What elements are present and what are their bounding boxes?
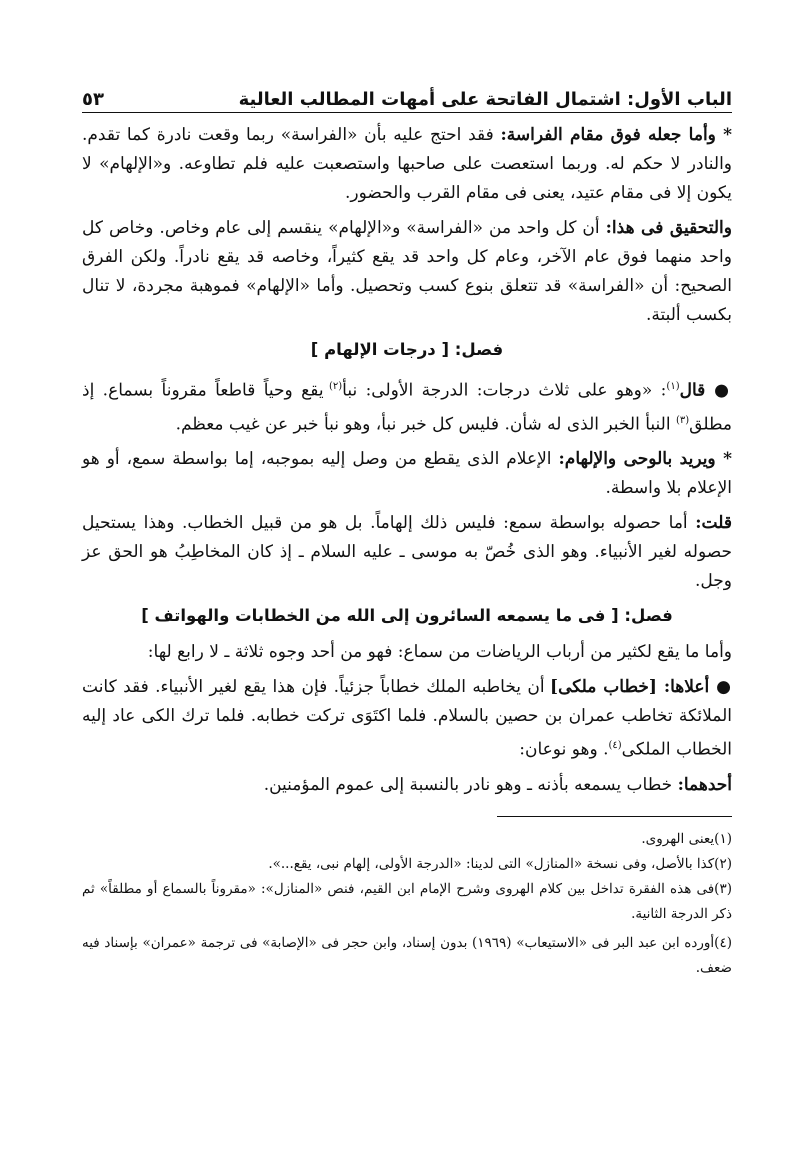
paragraph-3-text-a: : «وهو على ثلاث درجات: الدرجة الأولى: نبأ: [342, 380, 667, 401]
paragraph-1-lead: * وأما جعله فوق مقام الفراسة:: [500, 125, 733, 145]
paragraph-7-text-a: أن يخاطبه الملك خطاباً جزئياً. فإن هذا يقع لغير الأنبياء. فقد كانت الملائكة تخاطب عمران بن حصين بالسلام. فلما اكتَوَى تركت خطابه. فلما ترك الكى عاد إليه الخطاب الملكى: [82, 677, 732, 760]
paragraph-3: [82, 372, 732, 439]
book-page: [82, 70, 732, 981]
footnote-ref-4: (٤): [608, 740, 622, 752]
paragraph-7: [82, 673, 732, 765]
paragraph-1-text: فقد احتج عليه بأن «الفراسة» ربما وقعت نادرة كما تقدم. والنادر لا حكم له. وربما استعصت على صاحبها واستصعبت عليه فلم تطاوعه. و«الإلهام» لا يكون إلا فى مقام عتيد، يعنى فى مقام القرب والحضور.: [82, 125, 732, 203]
paragraph-5-text: أما حصوله بواسطة سمع: فليس ذلك إلهاماً. بل هو من قبيل الخطاب. وهذا يستحيل حصوله لغير الأنبياء. وهو الذى خُصّ به موسى ـ عليه السلام ـ إذ كان المخاطِبُ هو الحق عز وجل.: [82, 513, 732, 592]
page-number: ٥٣: [82, 89, 104, 110]
running-header: [82, 70, 732, 110]
chapter-title: الباب الأول: اشتمال الفاتحة على أمهات المطالب العالية: [238, 89, 732, 110]
footnote-3: (٣)فى هذه الفقرة تداخل بين كلام الهروى وشرح الإمام ابن القيم، فنص «المنازل»: «مقروناً بالسماع أو مطلقاً» ثم ذكر الدرجة الثانية.: [82, 880, 732, 922]
section-heading-1: فصل: [ درجات الإلهام ]: [310, 340, 504, 359]
paragraph-4-text: الإعلام الذى يقطع من وصل إليه بموجبه، إما بواسطة سمع، أو هو الإعلام بلا واسطة.: [82, 449, 732, 499]
paragraph-3-text-b: يقع وحياً قاطعاً مقروناً بسماع. إذ مطلق: [82, 380, 732, 435]
footnote-ref-2: (٢): [328, 381, 343, 392]
paragraph-6: [82, 638, 732, 667]
footnote-2: (٢)كذا بالأصل، وفى نسخة «المنازل» التى لدينا: «الدرجة الأولى، إلهام نبى، يقع...».: [268, 855, 732, 872]
footnote-1: (١)يعنى الهروى.: [641, 830, 732, 847]
paragraph-7-text-b: . وهو نوعان:: [519, 739, 609, 760]
paragraph-2: [82, 214, 732, 330]
paragraph-3-lead: ● قال: [679, 380, 732, 401]
paragraph-8-lead: أحدهما:: [677, 774, 732, 795]
paragraph-6-text: وأما ما يقع لكثير من أرباب الرياضات من سماع: فهو من أحد وجوه ثلاثة ـ لا رابع لها:: [147, 642, 732, 663]
paragraph-2-text: أن كل واحد من «الفراسة» و«الإلهام» ينقسم إلى عام وخاص. وخاص كل واحد منهما فوق عام الآخر، وعام كل واحد قد يقع كثيراً، وخاصه قد يقع نادراً. ولكن الفرق الصحيح: أن «الفراسة» قد تتعلق بنوع كسب وتحصيل. وأما «الإلهام» فموهبة مجردة، لا تنال بكسب ألبتة.: [82, 218, 732, 325]
paragraph-8-text: خطاب يسمعه بأذنه ـ وهو نادر بالنسبة إلى عموم المؤمنين.: [263, 774, 673, 795]
paragraph-5: [82, 509, 732, 596]
header-divider: [82, 112, 732, 113]
paragraph-4-lead: * ويريد بالوحى والإلهام:: [558, 449, 733, 470]
paragraph-5-lead: قلت:: [695, 513, 732, 534]
section-heading-2: فصل: [ فى ما يسمعه السائرون إلى الله من الخطابات والهواتف ]: [141, 606, 673, 626]
paragraph-3-text-c: النبأ الخبر الذى له شأن. فليس كل خبر نبأ، وهو نبأ خبر عن غيب معظم.: [175, 414, 676, 435]
footnote-ref-3: (٣): [675, 414, 690, 426]
footnote-ref-1: (١): [666, 381, 680, 392]
footnote-divider: [497, 816, 732, 817]
paragraph-4: [82, 445, 732, 503]
paragraph-1: [82, 121, 732, 208]
footnote-4: (٤)أورده ابن عبد البر فى «الاستيعاب» (١٩٦٩) بدون إسناد، وابن حجر فى «الإصابة» فى ترجمة «عمران» بإسناد فيه ضعف.: [82, 934, 732, 976]
paragraph-7-lead: ● أعلاها: [خطاب ملكى]: [550, 677, 732, 698]
paragraph-8: [82, 771, 732, 800]
paragraph-2-lead: والتحقيق فى هذا:: [605, 218, 732, 238]
